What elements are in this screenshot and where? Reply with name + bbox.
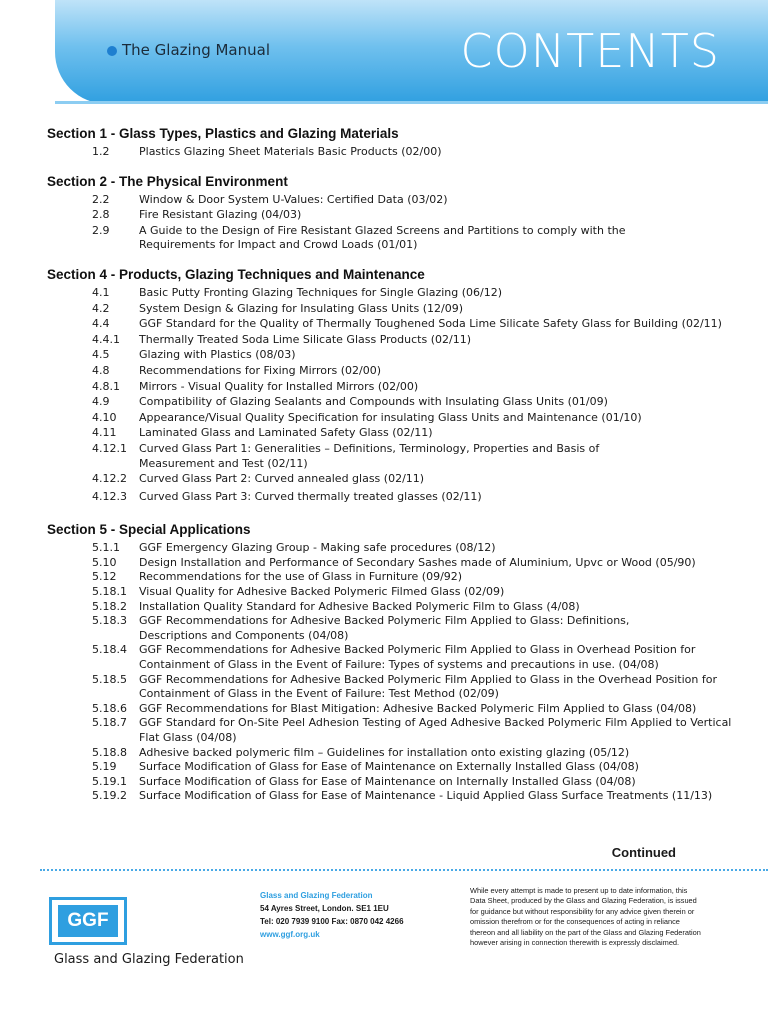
- toc-entry[interactable]: [47, 411, 747, 426]
- entry-title: Adhesive backed polymeric film – Guidelines for installation onto existing glazing (05/12): [139, 745, 630, 759]
- entry-number: 5.10: [92, 555, 117, 569]
- toc-entry[interactable]: [47, 224, 747, 253]
- entry-title: Recommendations for Fixing Mirrors (02/00): [139, 363, 382, 377]
- entry-title: GGF Standard for the Quality of Thermally Toughened Soda Lime Silicate Safety Glass for Building (02/11): [139, 317, 722, 331]
- toc-entry[interactable]: [47, 789, 747, 804]
- contact-phone: Tel: 020 7939 9100 Fax: 0870 042 4266: [260, 917, 404, 926]
- entry-number: 1.2: [92, 145, 110, 158]
- entry-title: Fire Resistant Glazing (04/03): [139, 208, 302, 222]
- entry-number: 5.18.1: [92, 585, 127, 599]
- section-heading: Section 4 - Products, Glazing Techniques and Maintenance: [47, 266, 425, 282]
- entry-title: Curved Glass Part 3: Curved thermally treated glasses (02/11): [139, 489, 482, 503]
- toc-section: [47, 267, 747, 504]
- toc-entry[interactable]: [47, 364, 747, 379]
- entry-number: 4.9: [92, 395, 110, 409]
- entry-title: GGF Standard for On-Site Peel Adhesion Testing of Aged Adhesive Backed Polymeric Film Applied to Vertical Flat Glass (04/08): [139, 716, 732, 744]
- entry-number: 4.12.2: [92, 472, 127, 486]
- entry-number: 4.12.1: [92, 441, 127, 455]
- entry-title: GGF Recommendations for Blast Mitigation: Adhesive Backed Polymeric Film Applied to Glass (04/08): [139, 701, 697, 715]
- section-heading: Section 1 - Glass Types, Plastics and Glazing Materials: [47, 126, 399, 141]
- toc-entry[interactable]: [47, 193, 747, 208]
- ggf-logo: [49, 897, 127, 945]
- entry-title: Compatibility of Glazing Sealants and Compounds with Insulating Glass Units (01/09): [139, 395, 608, 409]
- entry-number: 4.8.1: [92, 379, 120, 393]
- toc-entry[interactable]: [47, 208, 747, 223]
- entry-title: Surface Modification of Glass for Ease of Maintenance on Internally Installed Glass (04/08): [139, 774, 636, 788]
- entry-title: Window & Door System U-Values: Certified Data (03/02): [139, 192, 448, 206]
- toc-entry[interactable]: [47, 600, 747, 615]
- entry-number: 2.2: [92, 192, 110, 206]
- entry-title: Curved Glass Part 1: Generalities – Definitions, Terminology, Properties and Basis of Measurement and Test (02/11): [139, 441, 600, 470]
- entry-title: Design Installation and Performance of Secondary Sashes made of Aluminium, Upvc or Wood (05/90): [139, 555, 696, 569]
- entry-title: Appearance/Visual Quality Specification for insulating Glass Units and Maintenance (01/10): [139, 410, 642, 424]
- entry-number: 4.8: [92, 363, 110, 377]
- entry-number: 5.18.7: [92, 716, 127, 730]
- toc-entry[interactable]: [47, 541, 747, 556]
- entry-title: Thermally Treated Soda Lime Silicate Glass Products (02/11): [139, 332, 471, 346]
- entry-title: Mirrors - Visual Quality for Installed Mirrors (02/00): [139, 379, 419, 393]
- entry-number: 4.4: [92, 317, 110, 331]
- entry-title: Installation Quality Standard for Adhesive Backed Polymeric Film to Glass (4/08): [139, 599, 580, 613]
- toc-section: [47, 126, 747, 160]
- entry-number: 5.18.8: [92, 745, 127, 759]
- entry-number: 4.10: [92, 410, 117, 424]
- entry-number: 5.19.2: [92, 789, 127, 803]
- toc-entry[interactable]: [47, 333, 747, 348]
- toc-entry[interactable]: [47, 716, 747, 745]
- entry-title: Recommendations for the use of Glass in Furniture (09/92): [139, 570, 463, 584]
- toc-entry[interactable]: [47, 426, 747, 441]
- toc-entry[interactable]: [47, 348, 747, 363]
- toc-entry[interactable]: [47, 145, 747, 160]
- toc-entry[interactable]: [47, 760, 747, 775]
- contact-org-name: Glass and Glazing Federation: [260, 891, 373, 900]
- toc-entry[interactable]: [47, 673, 747, 702]
- toc-entry[interactable]: [47, 614, 747, 643]
- table-of-contents: [47, 126, 747, 818]
- entry-number: 5.12: [92, 570, 117, 584]
- entry-number: 4.12.3: [92, 489, 127, 503]
- entry-title: Glazing with Plastics (08/03): [139, 348, 296, 362]
- toc-entry[interactable]: [47, 317, 747, 332]
- entry-number: 4.5: [92, 348, 110, 362]
- entry-title: Visual Quality for Adhesive Backed Polymeric Filmed Glass (02/09): [139, 585, 505, 599]
- toc-entry[interactable]: [47, 490, 747, 505]
- toc-entry[interactable]: [47, 643, 747, 672]
- toc-entry[interactable]: [47, 395, 747, 410]
- entry-number: 4.4.1: [92, 332, 120, 346]
- toc-entry[interactable]: [47, 702, 747, 717]
- entry-title: Surface Modification of Glass for Ease of Maintenance on Externally Installed Glass (04/08): [139, 760, 639, 774]
- entry-title: System Design & Glazing for Insulating Glass Units (12/09): [139, 301, 464, 315]
- logo-text: GGF: [58, 905, 118, 937]
- disclaimer-text: While every attempt is made to present up to date information, this Data Sheet, produced by the Glass and Glazing Federation, is issued for guidance but without responsibility for any advice given therein or omission therefrom or for the consequences of acting in reliance thereon and all liability on the part of the Glass and Glazing Federation however arising in connection therewith is expressly disclaimed.: [470, 886, 701, 948]
- page-title: CONTENTS: [460, 24, 720, 78]
- section-heading: Section 5 - Special Applications: [47, 522, 251, 538]
- entry-number: 5.18.6: [92, 701, 127, 715]
- bullet-dot-icon: [107, 46, 117, 56]
- entry-title: GGF Recommendations for Adhesive Backed Polymeric Film Applied to Glass in the Overhead Position for Containment of Glass in the Event of Failure: Test Method (02/09): [139, 672, 717, 701]
- entry-title: GGF Recommendations for Adhesive Backed Polymeric Film Applied to Glass: Definitions, Descriptions and Components (04/08): [139, 614, 630, 642]
- toc-section: [47, 522, 747, 804]
- entry-number: 4.1: [92, 285, 110, 299]
- manual-title: The Glazing Manual: [122, 41, 270, 59]
- entry-number: 4.11: [92, 426, 117, 440]
- contact-block: [260, 889, 404, 941]
- entry-title: Basic Putty Fronting Glazing Techniques for Single Glazing (06/12): [139, 285, 503, 299]
- entry-number: 5.18.5: [92, 672, 127, 686]
- toc-entry[interactable]: [47, 380, 747, 395]
- section-heading: Section 2 - The Physical Environment: [47, 173, 288, 189]
- contact-address: 54 Ayres Street, London. SE1 1EU: [260, 904, 389, 913]
- toc-entry[interactable]: [47, 442, 747, 471]
- entry-title: GGF Emergency Glazing Group - Making safe procedures (08/12): [139, 541, 496, 555]
- entry-title: Plastics Glazing Sheet Materials Basic Products (02/00): [139, 145, 442, 158]
- entry-number: 5.18.3: [92, 614, 127, 628]
- entry-number: 4.2: [92, 301, 110, 315]
- entry-title: A Guide to the Design of Fire Resistant Glazed Screens and Partitions to comply with the Requirements for Impact and Crowd Loads (01/01): [139, 223, 626, 252]
- entry-number: 2.8: [92, 208, 110, 222]
- toc-entry[interactable]: [47, 556, 747, 571]
- continued-label[interactable]: Continued: [611, 845, 676, 860]
- contact-website-link[interactable]: www.ggf.org.uk: [260, 930, 320, 939]
- entry-title: GGF Recommendations for Adhesive Backed Polymeric Film Applied to Glass in Overhead Position for Containment of Glass in the Event of Failure: Types of systems and precautions in use. (04/08): [139, 643, 696, 672]
- entry-number: 2.9: [92, 223, 110, 237]
- entry-title: Surface Modification of Glass for Ease of Maintenance - Liquid Applied Glass Surface Treatments (11/13): [139, 789, 713, 803]
- toc-entry[interactable]: [47, 585, 747, 600]
- toc-entry[interactable]: [47, 746, 747, 761]
- toc-entry[interactable]: [47, 472, 747, 487]
- entry-number: 5.18.2: [92, 599, 127, 613]
- dotted-divider: [40, 869, 768, 871]
- org-tagline: Glass and Glazing Federation: [54, 952, 244, 967]
- toc-entry[interactable]: [47, 286, 747, 301]
- entry-number: 5.19.1: [92, 774, 127, 788]
- entry-number: 5.1.1: [92, 541, 120, 555]
- toc-entry[interactable]: [47, 302, 747, 317]
- entry-title: Laminated Glass and Laminated Safety Glass (02/11): [139, 426, 433, 440]
- toc-entry[interactable]: [47, 775, 747, 790]
- entry-number: 5.18.4: [92, 643, 127, 657]
- entry-number: 5.19: [92, 760, 117, 774]
- entry-title: Curved Glass Part 2: Curved annealed glass (02/11): [139, 472, 425, 486]
- toc-entry[interactable]: [47, 570, 747, 585]
- toc-section: [47, 174, 747, 253]
